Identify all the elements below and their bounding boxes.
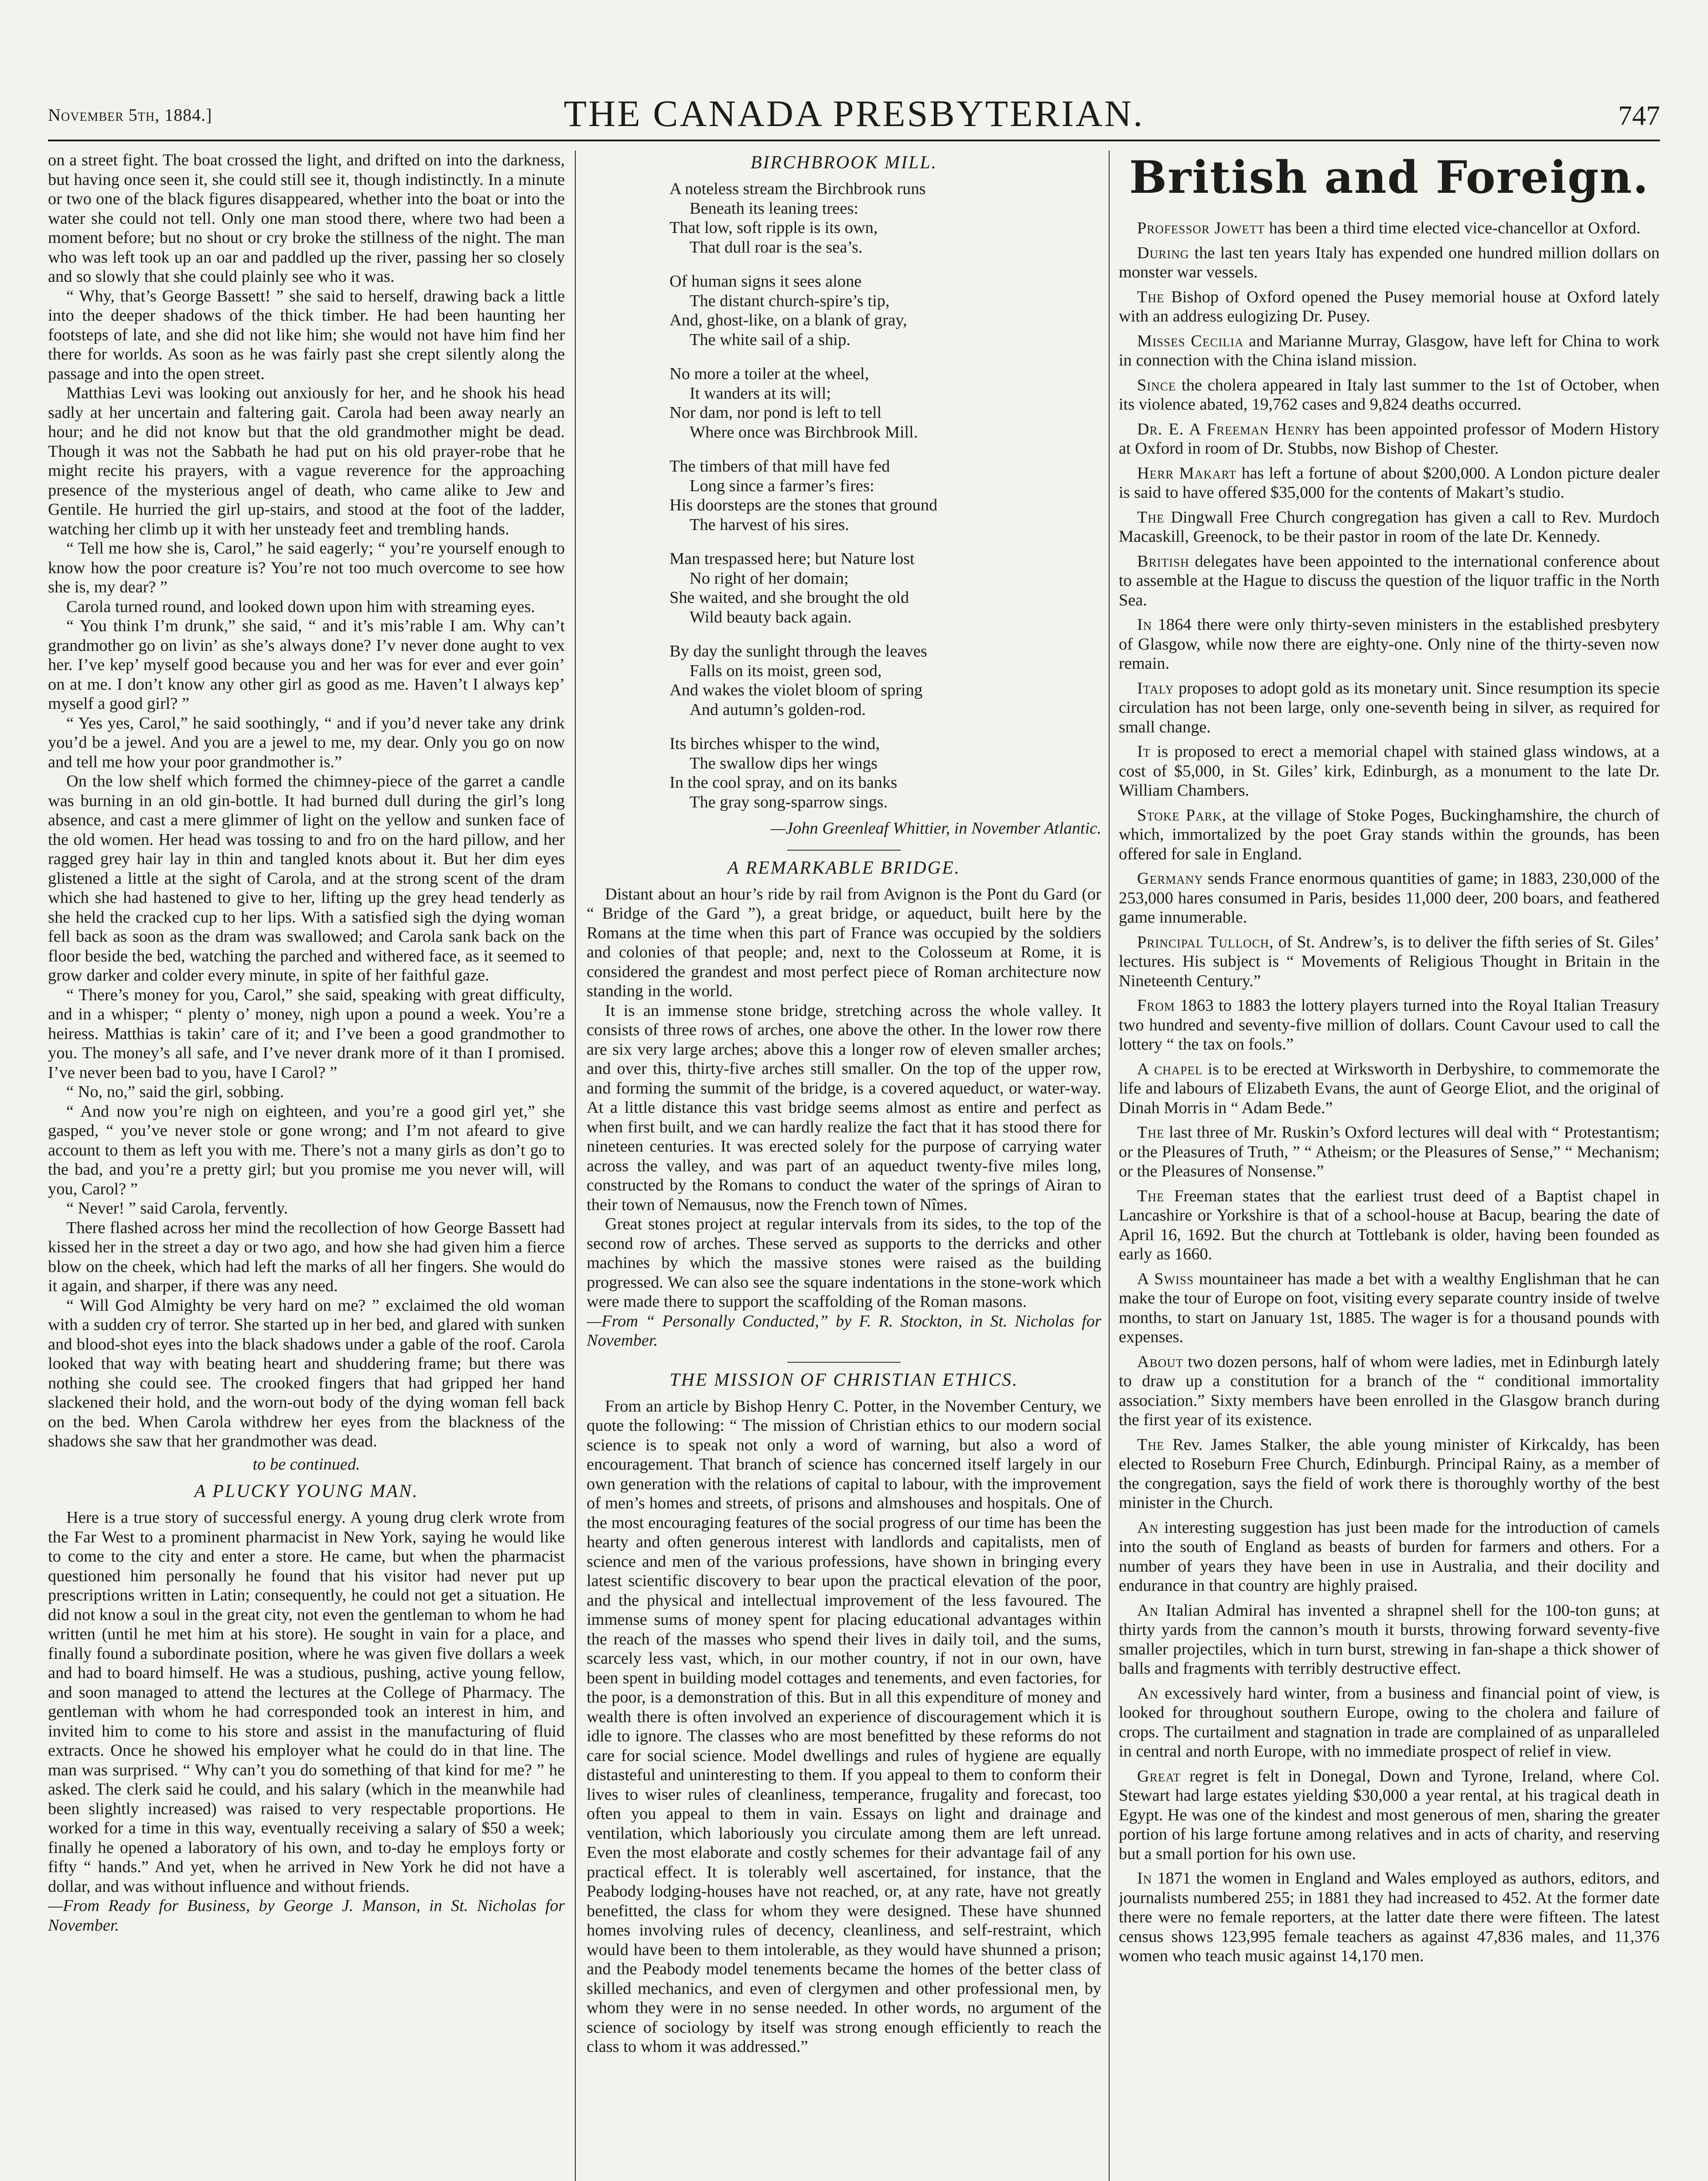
poem-line: That low, soft ripple is its own, [670, 219, 878, 237]
poem-line: Of human signs it sees alone [670, 272, 862, 291]
news-item-lead: The [1137, 508, 1165, 526]
news-item-lead: Italy [1137, 679, 1174, 697]
page-number: 747 [1618, 100, 1660, 131]
poem-line: And autumn’s golden-rod. [690, 700, 866, 719]
poem-line: Long since a farmer’s fires: [690, 476, 874, 495]
article-paragraph: It is an immense stone bridge, stretching across the whole valley. It consists of three rows of arches, one above the other. In the lower row there are six very large arches; above this a longer row of eleven smaller arches; and over this, thirty-five arches still smaller. On the top of the upper row, and forming the summit of the bridge, is a covered aqueduct, or water-way. At a little distance this vast bridge seems almost as entire and perfect as when first built, and we can hardly realize the fact that it has stood there for nineteen centuries. It was erected solely for the purpose of carrying water across the valley, and was part of an aqueduct twenty-five miles long, constructed by the Romans to conduct the water of the springs of Airan to their town of Nemausus, now the French town of Nîmes. [587, 1001, 1101, 1214]
poem-line: The harvest of his sires. [690, 515, 849, 534]
article-source: —From “ Personally Conducted,” by F. R. Stockton, in St. Nicholas for November. [587, 1312, 1101, 1350]
article-heading-plucky-young-man: A PLUCKY YOUNG MAN. [194, 1481, 419, 1501]
section-divider [787, 850, 901, 851]
news-item [1119, 933, 1660, 991]
news-item-text: proposes to adopt gold as its monetary unit. Since resumption its specie circulation has not been large, only one-seventh being in silver, as required for small change. [1119, 679, 1660, 736]
news-item-text: Rev. James Stalker, the able young minister of Kirkcaldy, has been elected to Roseburn Free Church, Edinburgh. Principal Rainy, as a member of the congregation, says the field of work there is thoroughly worthy of the best minister in the Church. [1119, 1435, 1660, 1512]
article-source: —From Ready for Business, by George J. Manson, in St. Nicholas for November. [48, 1897, 565, 1935]
news-item-lead: The [1137, 1123, 1165, 1142]
news-item-lead: During [1137, 243, 1189, 262]
issue-date: November 5th, 1884.] [48, 105, 212, 125]
to-be-continued: to be continued. [253, 1455, 360, 1473]
news-item-text: has been appointed professor of Modern History at Oxford in room of Dr. Stubbs, now Bishop of Chester. [1119, 420, 1660, 458]
news-item-text: of St. Andrew’s, is to deliver the fifth series of St. Giles’ lectures. His subject is “ Movements of Religious Thought in Britain in the Nineteenth Century.” [1119, 933, 1660, 990]
story-paragraph: on a street fight. The boat crossed the light, and drifted on into the darkness, but having once seen it, she could still see it, though indistinctly. In a minute or two one of the black figures disappeared, whether into the boat or into the water she could not tell. Only one man stood there, where two had been a moment before; but no shout or cry broke the stillness of the night. The man who was left took up an oar and paddled up the river, passing her so closely and so slowly that she could plainly see who it was. [48, 151, 565, 286]
news-item-lead: Stoke Park, [1137, 806, 1226, 824]
poem-stanza [670, 642, 1101, 719]
news-item [1119, 1186, 1660, 1264]
news-item-lead: The [1137, 1435, 1165, 1454]
news-item-lead: Herr Makart [1137, 464, 1237, 482]
news-item-text: 1863 to 1883 the lottery players turned into the Royal Italian Treasury two hundred and seventy-five million of dollars. Count Cavour used to call the lottery “ the tax on fools.” [1119, 996, 1660, 1053]
poem-stanza [670, 457, 1101, 534]
news-item [1119, 508, 1660, 547]
story-paragraph: “ Will God Almighty be very hard on me? ” exclaimed the old woman with a sudden cry of terror. She started up in her bed, and glared with sunken and blood-shot eyes into the black shadows under a gable of the roof. Carola looked that way with beating heart and shuddering frame; but there was nothing she could see. The crooked fingers that had gripped her hand slackened their hold, and the worn-out body of the dying woman fell back on the bed. When Carola withdrew her eyes from the blackness of the shadows she saw that her grandmother was dead. [48, 1296, 565, 1450]
news-item [1119, 1123, 1660, 1181]
news-item-text: last three of Mr. Ruskin’s Oxford lectures will deal with “ Protestantism; or the Pleasures of Truth, ” “ Atheism; or the Pleasures of Sense,” “ Mechanism; or the Pleasures of Nonsense.” [1119, 1123, 1660, 1180]
poem-line: The distant church-spire’s tip, [690, 291, 890, 310]
poem-line: She waited, and she brought the old [670, 588, 909, 607]
poem-line: No more a toiler at the wheel, [670, 365, 869, 383]
poem-stanza [670, 549, 1101, 627]
poem-line: The swallow dips her wings [690, 754, 878, 773]
news-item-lead: An [1137, 1601, 1159, 1620]
poem-line: In the cool spray, and on its banks [670, 773, 898, 792]
news-item-text: regret is felt in Donegal, Down and Tyrone, Ireland, where Col. Stewart had large estates yielding $30,000 a year rental, at his tragical death in Egypt. He was one of the kindest and most generous of men, sharing the greater portion of his large fortune among relatives and in acts of charity, and reserving but a small portion for his own use. [1119, 1767, 1660, 1863]
column-poem-and-articles [587, 150, 1101, 2181]
news-item [1119, 464, 1660, 503]
news-item [1119, 219, 1660, 238]
poem-stanza [670, 734, 1101, 812]
news-item [1119, 420, 1660, 458]
poem-line: By day the sunlight through the leaves [670, 642, 927, 660]
story-paragraph: Carola turned round, and looked down upon him with streaming eyes. [66, 597, 535, 616]
section-heading-british-and-foreign: British and Foreign. [1129, 151, 1649, 204]
news-item-lead: From [1137, 996, 1175, 1015]
news-item [1119, 742, 1660, 800]
news-item [1119, 552, 1660, 610]
poem-credit: —John Greenleaf Whittier, in November Atlantic. [770, 819, 1101, 838]
news-item-lead: In [1137, 1869, 1152, 1887]
news-item [1119, 1518, 1660, 1596]
news-item-lead: An [1137, 1684, 1159, 1702]
news-item-lead: Great [1137, 1767, 1181, 1785]
news-item-text: sends France enormous quantities of game; in 1883, 230,000 of the 253,000 hares consumed in Paris, besides 11,000 deer, 200 boars, and feathered game innumerable. [1119, 869, 1660, 926]
story-paragraph: “ Yes yes, Carol,” he said soothingly, “ and if you’d never take any drink you’d be a jewel. And you are a jewel to me, my dear. Only you go on now and tell me how your poor grandmother is.” [48, 714, 565, 771]
news-item-text: the cholera appeared in Italy last summer to the 1st of October, when its violence abated, 19,762 cases and 9,824 deaths occurred. [1119, 376, 1660, 414]
poem-heading-birchbrook-mill: BIRCHBROOK MILL. [750, 153, 938, 173]
poem-line: It wanders at its will; [690, 384, 831, 403]
serial-story-text [48, 150, 565, 1451]
news-item-text: mountaineer has made a bet with a wealthy Englishman that he can make the tour of Europe on foot, visiting every separate country inside of twelve months, to start on January 1st, 1885. The wager is for a thousand pounds with expenses. [1119, 1269, 1660, 1346]
story-paragraph: Matthias Levi was looking out anxiously for her, and he shook his head sadly at her uncertain and faltering gait. Carola had been away nearly an hour; and he did not know but that the old grandmother might be dead. Though it was not the Sabbath he had put on his old prayer-robe that he might recite his prayers, with a vague reverence for the approaching presence of the mysterious angel of death, who came alike to Jew and Gentile. He hurried the girl up-stairs, and stood at the foot of the ladder, watching her climb up it with her unsteady feet and trembling hands. [48, 384, 565, 538]
news-item [1119, 243, 1660, 282]
story-paragraph: “ No, no,” said the girl, sobbing. [66, 1083, 284, 1101]
poem-stanza [670, 272, 1101, 349]
article-heading-remarkable-bridge: A REMARKABLE BRIDGE. [728, 858, 960, 878]
news-item-lead: British [1137, 552, 1189, 571]
news-item-text: has been a third time elected vice-chancellor at Oxford. [1264, 219, 1641, 237]
poem-line: Beneath its leaning trees: [690, 199, 858, 218]
poem-line: Its birches whisper to the wind, [670, 735, 880, 753]
poem-line: Where once was Birchbrook Mill. [690, 423, 918, 441]
poem-line: Falls on its moist, green sod, [690, 661, 882, 680]
news-item-lead: A chapel [1137, 1060, 1203, 1078]
news-item [1119, 287, 1660, 326]
poem-line: Nor dam, nor pond is left to tell [670, 403, 882, 422]
poem-line: No right of her domain; [690, 569, 849, 588]
news-item-text: Bishop of Oxford opened the Pusey memorial house at Oxford lately with an address eulogizing Dr. Pusey. [1119, 287, 1660, 325]
poem-line: A noteless stream the Birchbrook runs [670, 180, 926, 198]
poem-line: Man trespassed here; but Nature lost [670, 550, 915, 568]
news-item-text: delegates have been appointed to the international conference about to assemble at the Hague to discuss the question of the liquor traffic in the North Sea. [1119, 552, 1660, 609]
poem-stanza [670, 179, 1101, 257]
poem-line: The gray song-sparrow sings. [690, 793, 888, 811]
news-item-lead: In [1137, 615, 1152, 634]
news-item-text: 1864 there were only thirty-seven ministers in the established presbytery of Glasgow, while now there are eighty-one. Only nine of the thirty-seven now remain. [1119, 615, 1660, 673]
news-item-text: Italian Admiral has invented a shrapnel shell for the 100-ton guns; at thirty yards from the cannon’s mouth it bursts, throwing forward seventy-five smaller projectiles, which in turn burst, strewing in fan-shape a thick shower of balls and fragments with terribly destructive effect. [1119, 1601, 1660, 1678]
news-item-lead: An [1137, 1518, 1159, 1537]
news-item [1119, 1269, 1660, 1347]
story-paragraph: “ You think I’m drunk,” she said, “ and it’s mis’rable I am. Why can’t grandmother go on livin’ as she’s always done? I’v never done aught to vex her. I’ve kep’ myself good because you and her was for ever and ever goin’ on at me. I don’t know any other girl as good as me. Haven’t I always kep’ myself a good girl? ” [48, 617, 565, 713]
poem-line: His doorsteps are the stones that ground [670, 496, 938, 514]
news-item-lead: Germany [1137, 869, 1203, 888]
news-item-text: at the village of Stoke Poges, Buckinghamshire, the church of which, immortalized by the poet Gray stands within the grounds, has been offered for sale in England. [1119, 806, 1660, 863]
news-item-text: is to be erected at Wirksworth in Derbyshire, to commemorate the life and labours of Elizabeth Evans, the aunt of George Eliot, and the original of Dinah Morris in “ Adam Bede.” [1119, 1060, 1660, 1117]
column-rule-2 [1109, 150, 1110, 2181]
story-paragraph: “ Never! ” said Carola, fervently. [66, 1199, 288, 1217]
poem-birchbrook-mill [587, 179, 1101, 812]
news-item-text: excessively hard winter, from a business and financial point of view, is looked for throughout southern Europe, owing to the cholera and failure of crops. The curtailment and stagnation in trade are complained of as unparalleled in central and north Europe, with no immediate prospect of relief in view. [1119, 1684, 1660, 1761]
column-serial-story [48, 150, 565, 2181]
news-item-lead: The [1137, 1186, 1165, 1205]
section-divider [787, 1362, 901, 1363]
news-item-lead: Misses Cecilia [1137, 332, 1244, 350]
newspaper-title: THE CANADA PRESBYTERIAN. [564, 92, 1144, 134]
news-item-lead: Since [1137, 376, 1176, 394]
poem-line: Wild beauty back again. [690, 608, 852, 626]
news-item-lead: Professor Jowett [1137, 219, 1265, 237]
news-item [1119, 1435, 1660, 1513]
poem-line: And wakes the violet bloom of spring [670, 681, 923, 699]
story-paragraph: There flashed across her mind the recollection of how George Bassett had kissed her in the street a day or two ago, and how she had given him a fierce blow on the cheek, which had left the marks of all her fingers. She would do it again, and sharper, if there was any need. [48, 1218, 565, 1295]
news-item-text: Dingwall Free Church congregation has given a call to Rev. Murdoch Macaskill, Greenock, to be their pastor in room of the late Dr. Kennedy. [1119, 508, 1660, 546]
news-item-text: the last ten years Italy has expended one hundred million dollars on monster war vessels. [1119, 243, 1660, 281]
article-paragraph: Here is a true story of successful energy. A young drug clerk wrote from the Far West to a prominent pharmacist in New York, saying he would like to come to the city and enter a store. He came, but when the pharmacist questioned him personally he found that his visitor had never put up prescriptions written in Latin; consequently, he could not get a situation. He did not know a soul in the great city, not even the gentleman to whom he had written (until he met him at his store). He sought in vain for a place, and finally found a subordinate position, where he was given five dollars a week and had to board himself. He was a studious, pushing, active young fellow, and soon managed to attend the lectures at the College of Pharmacy. The gentleman with whom he had corresponded took an interest in him, and invited him to come to his store and assist in the manufacturing of fluid extracts. Once he showed his employer what he could do in that line. The man was surprised. “ Why can’t you do something of that kind for me? ” he asked. The clerk said he could, and his salary (which in the meanwhile had been slightly increased) was raised to very respectable proportions. He worked for a time in this way, eventually receiving a salary of $50 a week; finally he opened a laboratory of his own, and to-day he employs forty or fifty “ hands.” And yet, when he arrived in New York he did not have a dollar, and was without influence and without friends. [48, 1508, 565, 1896]
article-heading-christian-ethics: THE MISSION OF CHRISTIAN ETHICS. [670, 1370, 1018, 1390]
news-item [1119, 1060, 1660, 1118]
article-paragraph: From an article by Bishop Henry C. Potter, in the November Century, we quote the following: “ The mission of Christian ethics to our modern social science is to speak not only a word of warning, but also a word of encouragement. That branch of science has concerned itself largely in our own generation with the relations of capital to labour, with the improvement of men’s homes and streets, of prisons and almshouses and hospitals. One of the most encouraging features of the social progress of our time has been the hearty and often generous interest with landlords and capitalists, men of science and men of the various professions, have shown in bringing every latest scientific discovery to bear upon the practical elevation of the poor, and the physical and intellectual improvement of the less favoured. The immense sums of money spent for placing educational advantages within the reach of the masses who spend their lives in daily toil, and the sums, scarcely less vast, which, in our mother country, if not in our own, have been spent in building model cottages and tenements, and even factories, for the poor, is a demonstration of this. But in all this expenditure of money and wealth there is often involved an experience of discouragement which it is idle to ignore. The classes who are most benefitted by these reforms do not care for social science. Model dwellings and rules of hygiene are equally distasteful and uninteresting to them. If you appeal to them to conform their lives to wiser rules of cleanliness, temperance, frugality and forecast, too often you appeal to them in vain. Essays on light and drainage and ventilation, which laboriously you circulate among them are left unread. Even the most elaborate and costly schemes for their advantage fail of any practical effect. It is tolerably well ascertained, for instance, that the Peabody lodging-houses have not reached, or, at any rate, have not greatly benefitted, the class for whom they were designed. These have shunned homes involving rules of decency, cleanliness, and self-restraint, which would have been to them intolerable, as they would have shunned a prison; and the Peabody model tenements became the homes of the better class of skilled mechanics, and even of clergymen and other professional men, by whom they were in no sense needed. In other words, no argument of the science of sociology by itself was strong enough efficiently to reach the class to whom it was addressed.” [587, 1397, 1101, 2056]
news-item [1119, 1601, 1660, 1678]
news-item-text: Freeman states that the earliest trust deed of a Baptist chapel in Lancashire or Yorkshire is that of a school-house at Bacup, bearing the date of April 16, 1692. But the church at Tottlebank is older, having been founded as early as 1660. [1119, 1186, 1660, 1263]
news-item-text: and Marianne Murray, Glasgow, have left for China to work in connection with the China island mission. [1119, 332, 1660, 369]
news-item-text: is proposed to erect a memorial chapel with stained glass windows, at a cost of $5,000, in St. Giles’ kirk, Edinburgh, as a monument to the late Dr. William Chambers. [1119, 742, 1660, 800]
news-item-lead: It [1137, 742, 1151, 761]
story-paragraph: “ Why, that’s George Bassett! ” she said to herself, drawing back a little into the deeper shadows of the thick timber. He had been haunting her footsteps of late, and she did not like him; she would not have him find her there for worlds. As soon as he was fairly past she crept silently along the passage and into the open street. [48, 287, 565, 383]
news-item-text: has left a fortune of about $200,000. A London picture dealer is said to have offered $35,000 for the contents of Makart’s studio. [1119, 464, 1660, 502]
news-item [1119, 1684, 1660, 1761]
news-item [1119, 615, 1660, 673]
poem-stanza [670, 364, 1101, 442]
masthead [48, 87, 1660, 141]
news-item-lead: Principal Tulloch, [1137, 933, 1274, 951]
story-paragraph: “ Tell me how she is, Carol,” he said eagerly; “ you’re yourself enough to know how the poor creature is? You’re not too much overcome to see how she is, my dear? ” [48, 539, 565, 596]
news-item [1119, 869, 1660, 927]
news-item-lead: A Swiss [1137, 1269, 1194, 1288]
news-item [1119, 376, 1660, 414]
article-paragraph: Distant about an hour’s ride by rail from Avignon is the Pont du Gard (or “ Bridge of the Gard ”), a great bridge, or aqueduct, built here by the Romans at the time when this part of France was occupied by the soldiers and colonies of that people; and, next to the Colosseum at Rome, it is considered the grandest and most perfect piece of Roman architecture now standing in the world. [587, 885, 1101, 1000]
poem-line: That dull roar is the sea’s. [690, 238, 863, 256]
news-item-lead: The [1137, 287, 1165, 306]
news-items-list [1119, 219, 1660, 1966]
poem-line: And, ghost-like, on a blank of gray, [670, 311, 907, 329]
news-item [1119, 1352, 1660, 1430]
news-item [1119, 679, 1660, 737]
story-paragraph: “ And now you’re nigh on eighteen, and you’re a good girl yet,” she gasped, “ you’ve never stole or gone wrong; and I’m not afeard to give account to them as left you with me. There’s not a many girls as don’t go to the bad, and you’re a pretty girl; but you promise me you never will, will you, Carol? ” [48, 1102, 565, 1198]
news-item-text: two dozen persons, half of whom were ladies, met in Edinburgh lately to draw up a constitution for a branch of the “ conditional immortality association.” Sixty members have been enrolled in the Glasgow branch during the first year of its existence. [1119, 1352, 1660, 1429]
news-item [1119, 332, 1660, 370]
news-item-text: interesting suggestion has just been made for the introduction of camels into the south of England as beasts of burden for farmers and others. For a number of years they have been in use in Australia, and their docility and endurance in that country are highly praised. [1119, 1518, 1660, 1595]
column-british-and-foreign [1119, 150, 1660, 2181]
column-rule-1 [575, 150, 576, 2181]
poem-line: The timbers of that mill have fed [670, 457, 890, 475]
news-item-lead: About [1137, 1352, 1184, 1371]
news-item-text: 1871 the women in England and Wales employed as authors, editors, and journalists numbered 255; in 1881 they had increased to 452. At the former date there were no female reporters, at the latter date there were fifteen. The latest census shows 123,995 female teachers as against 47,836 males, and 11,376 women who teach music against 14,170 men. [1119, 1869, 1660, 1965]
article-paragraph: Great stones project at regular intervals from its sides, to the top of the second row of arches. These served as supports to the derricks and other machines by which the massive stones were raised as the building progressed. We can also see the square indentations in the stone-work which were made there to support the scaffolding of the Roman masons. [587, 1215, 1101, 1311]
news-item [1119, 996, 1660, 1054]
story-paragraph: “ There’s money for you, Carol,” she said, speaking with great difficulty, and in a whisper; “ plenty o’ money, nigh upon a pound a week. You’re a heiress. Matthias is takin’ care of it; and I’ve been a good grandmother to you. The money’s all safe, and I’ve never drank more of it than I promised. I’ve never been bad to you, have I Carol? ” [48, 985, 565, 1082]
news-item [1119, 1767, 1660, 1864]
news-item-lead: Dr. E. A Freeman Henry [1137, 420, 1321, 438]
poem-line: The white sail of a ship. [690, 330, 851, 349]
news-item [1119, 1869, 1660, 1966]
story-paragraph: On the low shelf which formed the chimney-piece of the garret a candle was burning in an old gin-bottle. It had burned dull during the girl’s long absence, and cast a mere glimmer of light on the yellow and sunken face of the old women. Her head was tossing to and fro on the hard pillow, and her ragged grey hair lay in thin and tangled knots about it. But her dim eyes glistened a little at the sight of Carola, and at the strong scent of the dram which she had hastened to give to her, lifting up the grey head tenderly as she held the cracked cup to her lips. With a satisfied sigh the dying woman fell back as soon as the dram was swallowed; and Carola sank back on the floor beside the bed, watching the parched and withered face, as it seemed to grow darker and colder every minute, in spite of her faithful gaze. [48, 772, 565, 985]
news-item [1119, 806, 1660, 864]
